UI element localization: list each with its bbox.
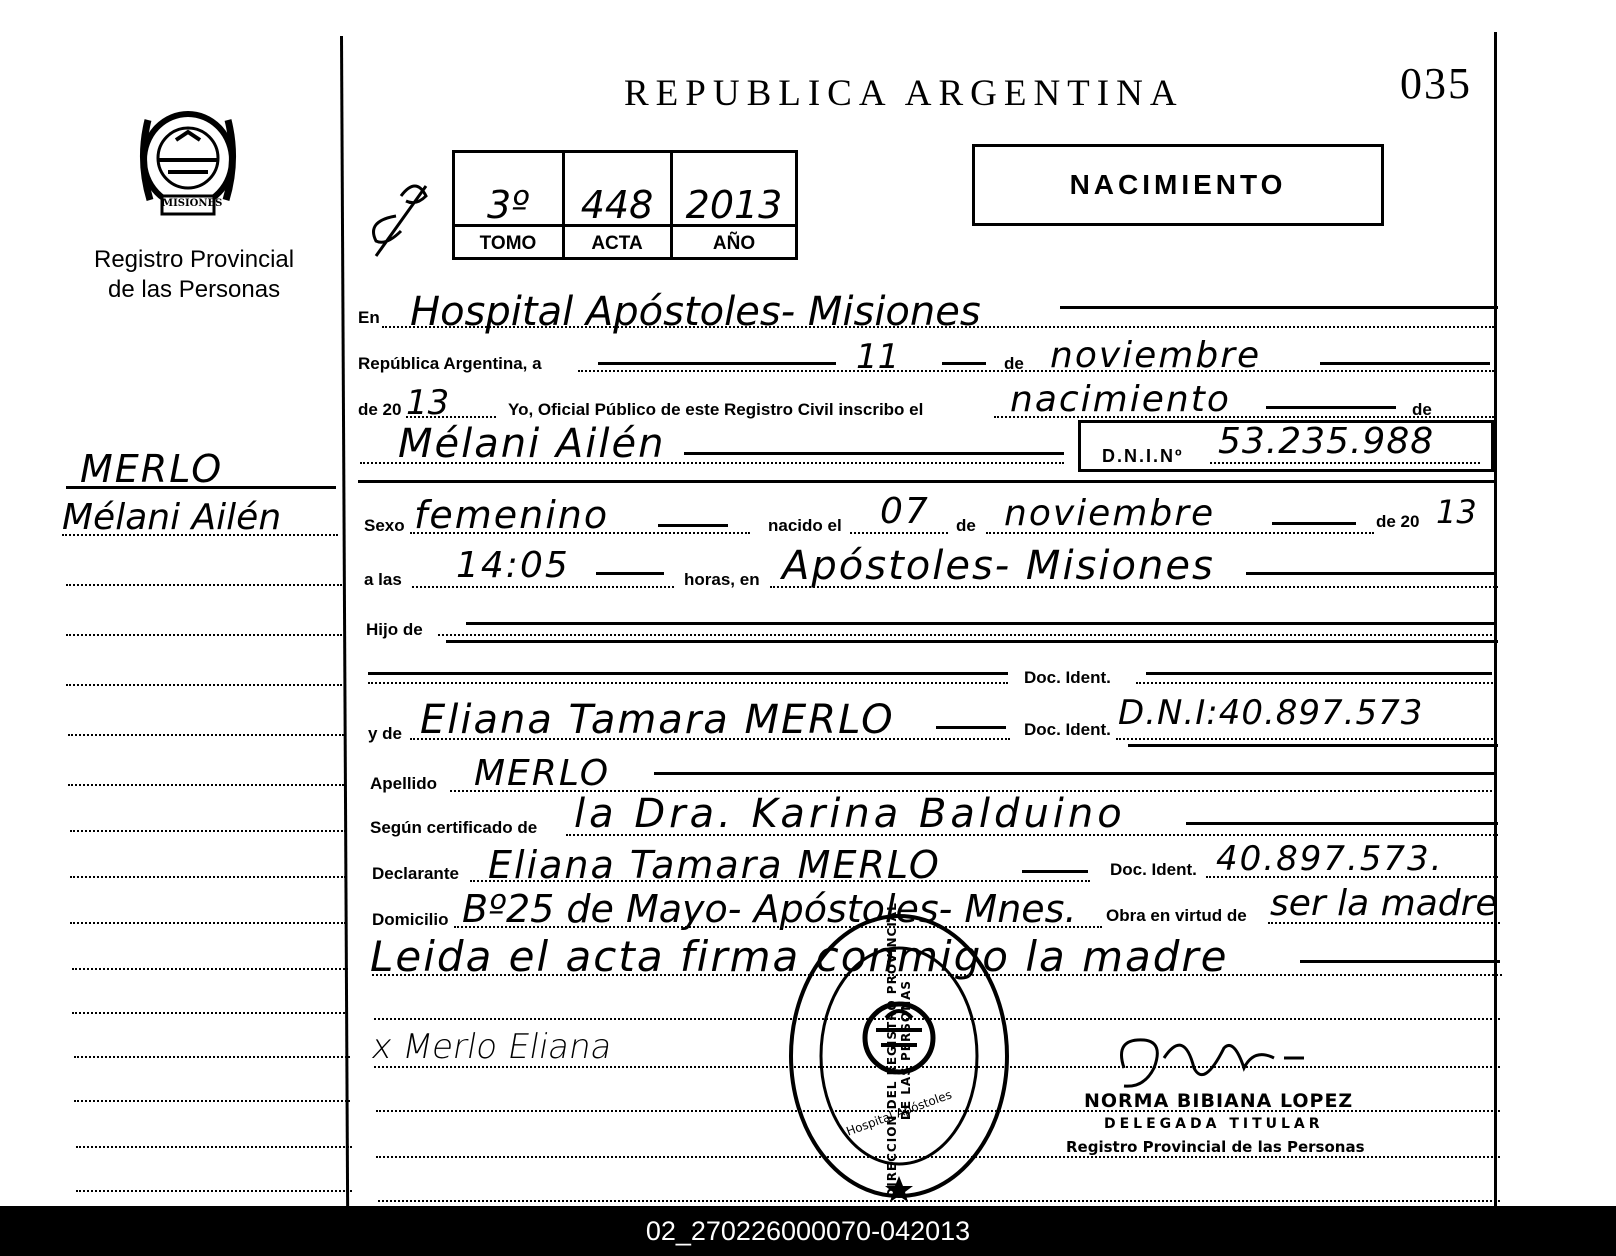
- margin-line: [70, 876, 346, 878]
- margin-line: [66, 684, 342, 686]
- fill-dash: [598, 362, 836, 365]
- domicilio-label: Domicilio: [372, 910, 449, 929]
- dni-label: D.N.I.Nº: [1102, 446, 1184, 466]
- fill-dash: [466, 622, 1496, 625]
- margin-line: [76, 1190, 352, 1192]
- yde-label: y de: [368, 724, 403, 743]
- birth-day-value: 07: [880, 491, 930, 532]
- initials-mark-icon: [356, 176, 446, 266]
- republica-label: República Argentina, a: [358, 354, 542, 373]
- fill-dash: [942, 362, 986, 365]
- registry-name-line2: de las Personas: [108, 276, 281, 303]
- en-label: En: [358, 308, 380, 327]
- obra-value: ser la madre: [1270, 883, 1498, 924]
- margin-line: [66, 584, 342, 586]
- segun-label: Según certificado de: [370, 818, 538, 837]
- left-frame-line: [340, 36, 349, 1206]
- fill-dash: [1300, 960, 1500, 963]
- birth-year-prefix: de 20: [1376, 512, 1420, 531]
- margin-line: [70, 922, 346, 924]
- anio-label: AÑO: [712, 233, 756, 254]
- birth-day-line: [850, 532, 948, 534]
- closing-statement: Leida el acta firma conmigo la madre: [370, 932, 1229, 981]
- officer-title: DELEGADA TITULAR: [1104, 1116, 1324, 1132]
- fill-dash: [658, 524, 728, 527]
- date-line: [578, 370, 1494, 372]
- dni-line: [1210, 462, 1480, 464]
- time-value: 14:05: [456, 545, 570, 586]
- sex-line: [410, 532, 750, 534]
- birth-place-value: Apóstoles- Misiones: [782, 543, 1215, 589]
- doc-ident-label-3: Doc. Ident.: [1110, 860, 1197, 879]
- emblem-banner-text: MISIONES: [162, 198, 223, 209]
- seal-outer-text: DIRECCION DEL REGISTRO PROVINCIAL DE LAS PERSONAS: [885, 902, 913, 1198]
- folio-number: 035: [1400, 59, 1472, 108]
- official-seal: [786, 902, 1012, 1202]
- margin-line: [70, 830, 346, 832]
- alas-label: a las: [364, 570, 402, 589]
- registry-emblem: [128, 100, 248, 222]
- file-id-footer: 02_270226000070-042013: [0, 1206, 1616, 1256]
- fill-dash: [596, 572, 664, 575]
- sex-value: femenino: [414, 493, 610, 537]
- de-label-2: de: [1412, 400, 1432, 419]
- fill-dash: [1320, 362, 1490, 365]
- margin-line: [68, 734, 344, 736]
- year-prefix-label: de 20: [358, 400, 402, 419]
- yo-line: [406, 416, 496, 418]
- year-suffix-value: 13: [406, 383, 450, 423]
- birth-de-label: de: [956, 516, 976, 535]
- fill-dash: [1186, 822, 1498, 825]
- apellido-value: MERLO: [474, 753, 611, 794]
- margin-line: [72, 1012, 348, 1014]
- father-doc-value-line: [1136, 682, 1496, 684]
- doc-ident-label-2: Doc. Ident.: [1024, 720, 1111, 739]
- birth-month-value: noviembre: [1004, 493, 1216, 534]
- margin-surname-line: [66, 486, 336, 489]
- birth-year-suffix: 13: [1436, 493, 1477, 531]
- fill-dash: [1146, 672, 1492, 675]
- doc-ident-label: Doc. Ident.: [1024, 668, 1111, 687]
- mother-doc-value: D.N.I:40.897.573: [1118, 693, 1424, 733]
- hijo-label: Hijo de: [366, 620, 423, 639]
- seal-inner-text: Hospital Apóstoles: [844, 1087, 954, 1139]
- obra-label: Obra en virtud de: [1106, 906, 1247, 925]
- record-type-box: [972, 144, 1384, 226]
- officer-signature-icon: [1104, 1028, 1324, 1098]
- acta-label: ACTA: [591, 233, 643, 254]
- fill-dash: [1246, 572, 1496, 575]
- declarante-label: Declarante: [372, 864, 459, 883]
- nacido-label: nacido el: [768, 516, 842, 535]
- mother-doc-line: [1116, 738, 1496, 740]
- de-label: de: [1004, 354, 1024, 373]
- apellido-label: Apellido: [370, 774, 438, 793]
- margin-line: [66, 634, 342, 636]
- place-value: Hospital Apóstoles- Misiones: [410, 289, 981, 335]
- child-name-value: Mélani Ailén: [398, 421, 666, 467]
- record-type-label: NACIMIENTO: [1069, 169, 1287, 200]
- officer-org: Registro Provincial de las Personas: [1066, 1138, 1365, 1156]
- address-value: Bº25 de Mayo- Apóstoles- Mnes.: [462, 887, 1077, 931]
- margin-line: [68, 784, 344, 786]
- yo-label: Yo, Oficial Público de este Registro Civil inscribo el: [508, 400, 924, 419]
- anio-value: 2013: [685, 183, 783, 227]
- time-line: [412, 586, 674, 588]
- certificate-value: la Dra. Karina Balduino: [574, 791, 1126, 837]
- month-value: noviembre: [1050, 335, 1262, 376]
- margin-given-names: Mélani Ailén: [62, 497, 282, 538]
- margin-surname: MERLO: [80, 447, 224, 491]
- officer-name: NORMA BIBIANA LOPEZ: [1084, 1090, 1354, 1112]
- mother-name-value: Eliana Tamara MERLO: [420, 697, 895, 743]
- declarant-doc-value: 40.897.573.: [1216, 839, 1444, 879]
- father-line: [438, 634, 1496, 636]
- horas-label: horas, en: [684, 570, 760, 589]
- margin-line: [72, 968, 348, 970]
- margin-line: [62, 534, 338, 536]
- fill-dash: [446, 640, 1498, 643]
- fill-dash: [368, 672, 1008, 675]
- country-title: REPUBLICA ARGENTINA: [624, 73, 1184, 114]
- section-top-line: [1060, 306, 1498, 309]
- section-divider: [1128, 744, 1498, 747]
- margin-line: [74, 1100, 350, 1102]
- fill-dash: [654, 772, 1496, 775]
- right-frame-line: [1494, 32, 1497, 1206]
- section-divider: [358, 480, 1496, 483]
- acta-value: 448: [580, 183, 654, 227]
- day-value: 11: [856, 337, 900, 377]
- fill-dash: [1266, 406, 1396, 409]
- fill-dash: [1022, 870, 1088, 873]
- registry-name-line1: Registro Provincial: [94, 246, 295, 273]
- declarant-value: Eliana Tamara MERLO: [488, 843, 941, 887]
- dni-value: 53.235.988: [1218, 421, 1435, 462]
- margin-line: [74, 1056, 350, 1058]
- event-value: nacimiento: [1010, 379, 1231, 420]
- father-doc-line: [368, 682, 1008, 684]
- margin-line: [76, 1146, 352, 1148]
- tomo-value: 3º: [486, 183, 530, 227]
- fill-dash: [1272, 522, 1356, 525]
- declarant-signature: x Merlo Eliana: [368, 1027, 616, 1067]
- fill-dash: [684, 452, 1064, 455]
- tomo-label: TOMO: [479, 233, 537, 254]
- fill-dash: [936, 726, 1006, 729]
- sexo-label: Sexo: [364, 516, 405, 535]
